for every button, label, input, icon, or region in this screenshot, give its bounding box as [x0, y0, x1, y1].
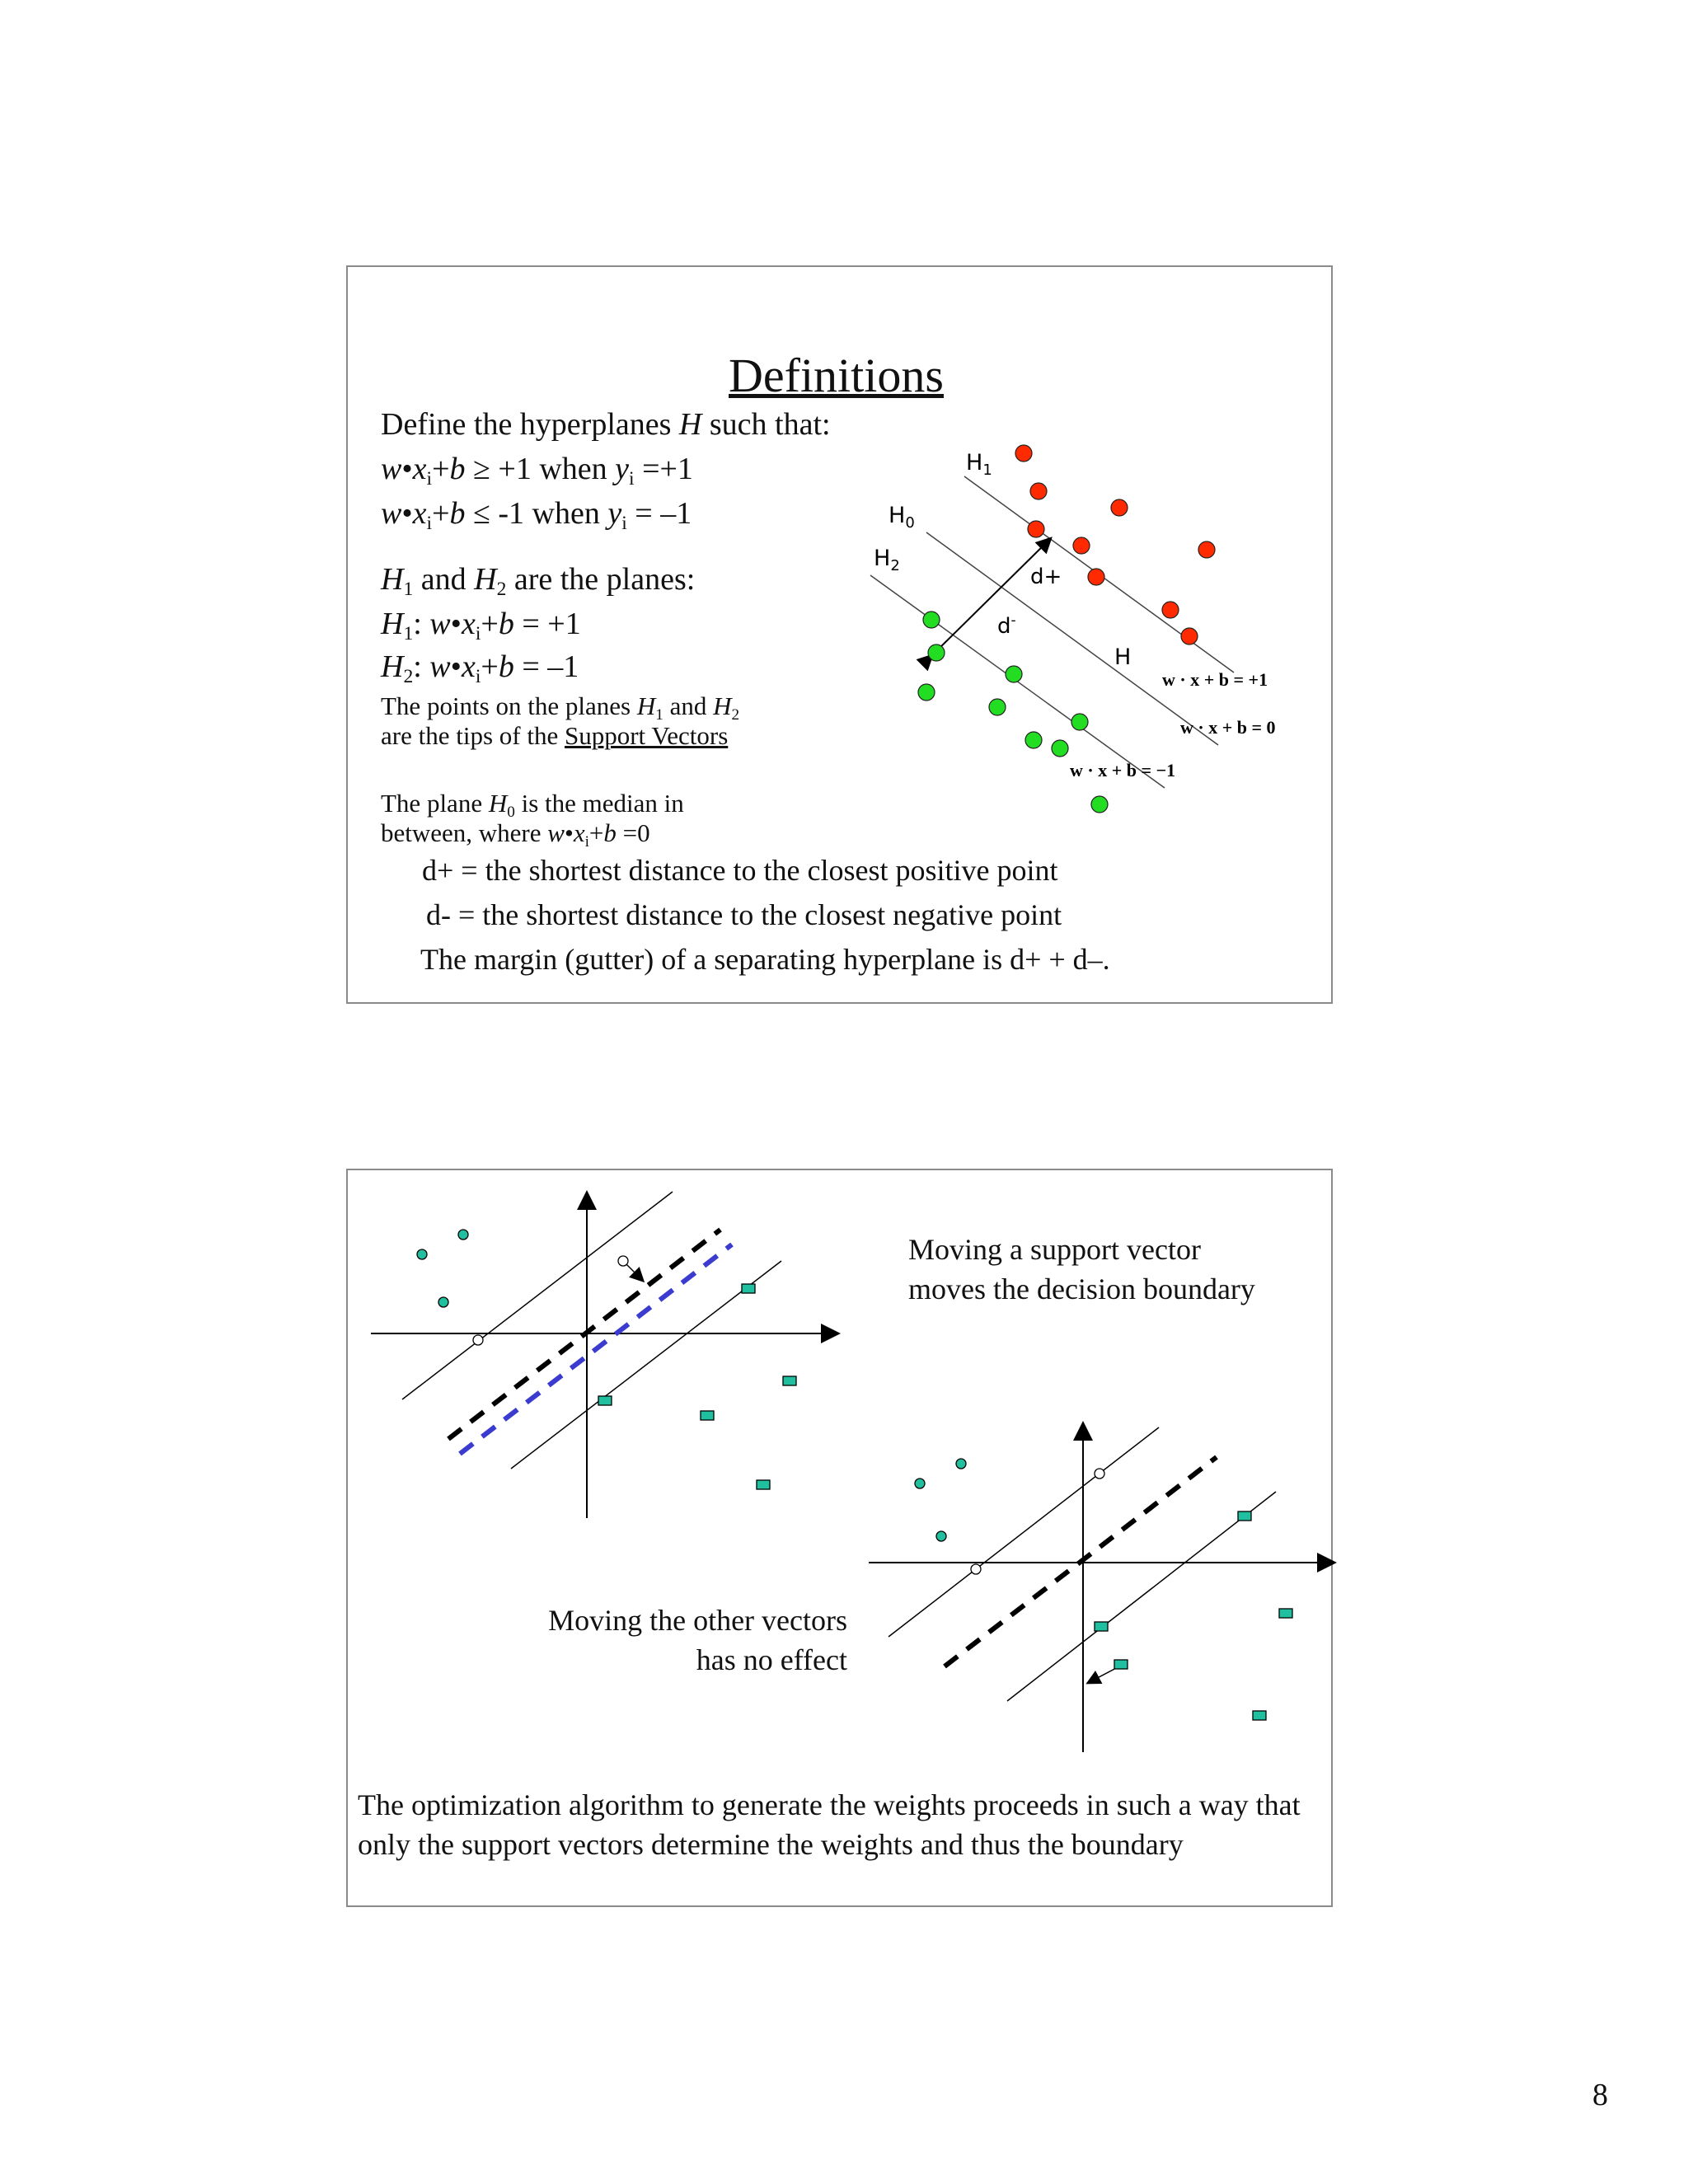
negative-point [1006, 666, 1022, 682]
inequality-positive: $w•x_i+b \ge +1$ when $y_i =+1$ [381, 452, 693, 490]
inequality-negative: $w•x_i+b \le -1$ when $y_i = -1$ [381, 496, 692, 535]
margin-definition: The margin (gutter) of a separating hyperplane is d+ + d–. [420, 943, 1110, 976]
equation-zero: w · x + b = 0 [1180, 717, 1276, 738]
circle-point [438, 1297, 448, 1307]
hyperplane-h0-line [926, 532, 1218, 745]
margin-arrow [931, 539, 1050, 656]
hyperplane-definition-line: Define the hyperplanes H such that: [381, 407, 831, 442]
equation-minus-one: w · x + b = −1 [1070, 760, 1176, 780]
plane-h1-equation: $H_1$: $w•x_i+b = +1$ [381, 607, 581, 645]
square-point [1114, 1660, 1128, 1669]
negative-point [1071, 714, 1088, 730]
positive-point [1111, 499, 1128, 516]
d-plus-definition: d+ = the shortest distance to the closest positive point [422, 854, 1058, 887]
right-diagram [869, 1424, 1334, 1752]
circle-point [936, 1531, 946, 1541]
label-d-minus: d- [997, 612, 1016, 639]
positive-point [1028, 521, 1044, 537]
label-h: H [1114, 644, 1132, 670]
positive-point [1198, 541, 1215, 558]
hyperplane-diagram [348, 267, 1334, 1005]
square-point [1279, 1609, 1292, 1618]
left-square-points [598, 1284, 796, 1489]
positive-point [1088, 569, 1104, 585]
positive-point [1162, 602, 1179, 618]
square-point [757, 1480, 770, 1489]
slide-definitions [346, 265, 1333, 1004]
right-circle-points [915, 1459, 966, 1541]
slide-support-vectors [346, 1169, 1333, 1907]
median-plane-text: The plane $H_0$ is the median in between, where $w•x_i+b =0$ [381, 789, 684, 851]
square-point [1238, 1511, 1251, 1521]
left-boundary-blue-dashed [460, 1244, 732, 1454]
label-h1: $H_1$ [966, 450, 992, 479]
support-circle [971, 1564, 981, 1574]
circle-point [915, 1479, 925, 1488]
left-circle-points [417, 1230, 468, 1307]
label-h0: $H_0$ [889, 503, 915, 532]
square-point [701, 1411, 714, 1420]
negative-point [1052, 740, 1068, 757]
label-h2: $H_2$ [874, 546, 900, 574]
negative-point [989, 699, 1006, 715]
support-vectors-text: The points on the planes $H_1$ and $H_2$ are the tips of the Support Vectors [381, 691, 740, 750]
negative-point [923, 612, 940, 628]
plane-h2-equation: $H_2$: $w•x_i+b = -1$ [381, 649, 579, 688]
square-point [1253, 1711, 1266, 1720]
positive-point [1073, 537, 1090, 554]
left-margin-lower [511, 1261, 781, 1469]
negative-point [928, 644, 945, 661]
negative-point [1025, 732, 1042, 748]
left-support-circles [473, 1256, 628, 1345]
left-move-arrow [626, 1264, 643, 1281]
circle-point [458, 1230, 468, 1240]
support-circle [618, 1256, 628, 1266]
slide-title: Definitions [729, 349, 944, 402]
support-circle [473, 1335, 483, 1345]
right-square-points [1095, 1511, 1292, 1720]
label-d-plus: d+ [1030, 565, 1062, 589]
positive-point [1030, 483, 1047, 499]
negative-point [1091, 796, 1108, 813]
support-vectors-link[interactable]: Support Vectors [564, 721, 729, 750]
optimization-explanation: The optimization algorithm to generate the weights proceeds in such a way that only the support vectors determine the weights and thus the boundary [358, 1788, 1301, 1861]
square-point [783, 1376, 796, 1385]
square-point [1095, 1622, 1108, 1631]
caption-move-support-vector: Moving a support vector moves the decision boundary [908, 1233, 1255, 1305]
page-number: 8 [1592, 2078, 1608, 2112]
circle-point [956, 1459, 966, 1469]
caption-move-other-vectors: Moving the other vectors has no effect [548, 1604, 847, 1676]
d-minus-definition: d- = the shortest distance to the closest negative point [426, 898, 1062, 931]
right-margin-lower [1007, 1492, 1276, 1701]
support-circle [1095, 1469, 1104, 1479]
square-point [742, 1284, 755, 1293]
square-point [598, 1396, 612, 1405]
positive-point [1015, 445, 1032, 462]
equation-plus-one: w · x + b = +1 [1162, 669, 1268, 690]
circle-point [417, 1249, 427, 1259]
left-diagram [371, 1192, 837, 1518]
positive-point [1181, 628, 1198, 644]
planes-intro: $H_1$ and $H_2$ are the planes: [381, 562, 696, 601]
negative-point [918, 684, 935, 701]
